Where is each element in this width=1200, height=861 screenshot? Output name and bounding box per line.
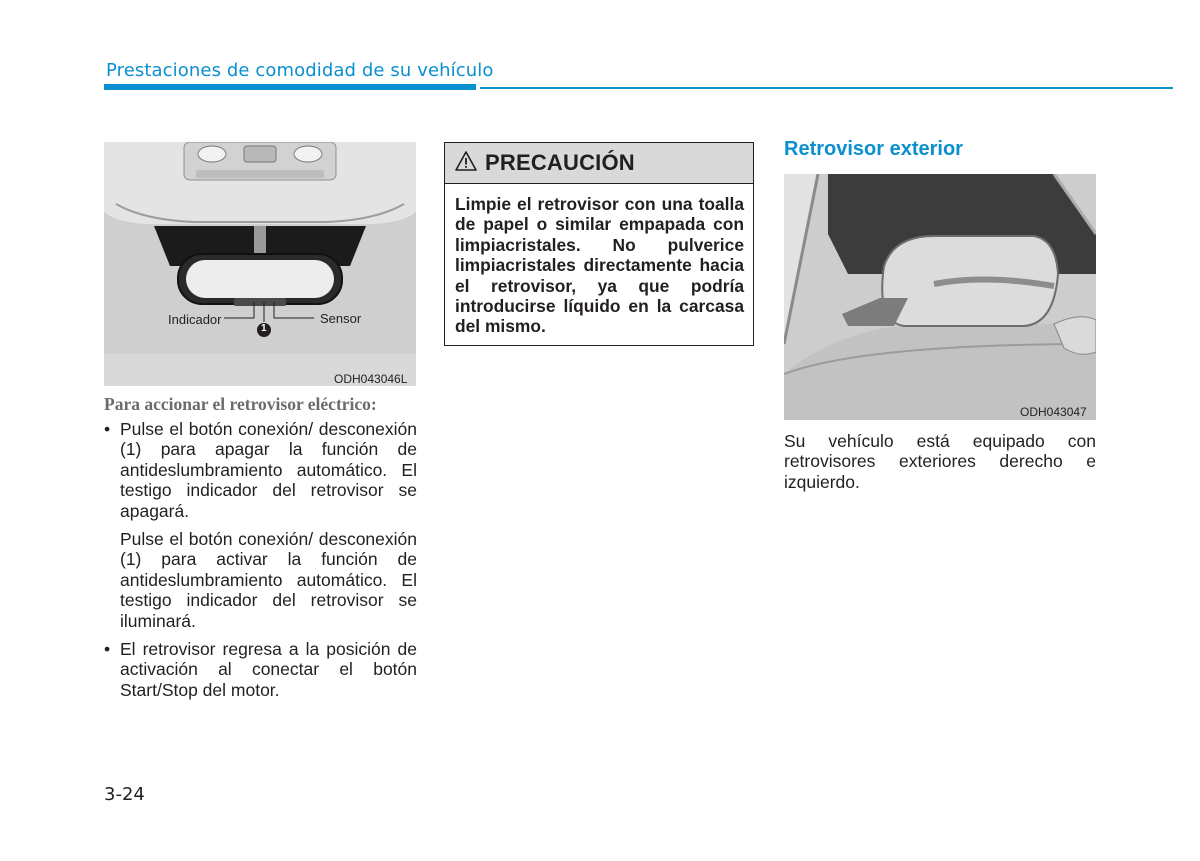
figure-interior-mirror (104, 142, 416, 386)
figure-code: ODH043046L (334, 372, 408, 386)
list-item (104, 639, 417, 700)
figure-exterior-mirror (784, 174, 1096, 420)
paragraph: El retrovisor regresa a la posición de activación al conectar el botón Start/Stop del motor. (120, 639, 417, 700)
bullet-list (104, 419, 417, 700)
exterior-mirror-description: Su vehículo está equipado con retrovisores exteriores derecho e izquierdo. (784, 431, 1096, 492)
indicator-label: Indicador (168, 312, 222, 327)
bullet-marker: • (104, 419, 111, 439)
caution-text: Limpie el retrovisor con una toalla de papel o similar empapada con limpiacristales. No pulverice limpiacristales directamente hacia el retrovisor, ya que podría introducirse líquido en la carcasa del mismo. (455, 194, 744, 337)
exterior-mirror-illustration (784, 174, 1096, 420)
page-number: 3-24 (104, 784, 145, 805)
paragraph: Pulse el botón conexión/ desconexión (1) para apagar la función de antideslumbramiento automático. El testigo indicador del retrovisor se apagará. (120, 419, 417, 521)
list-item (104, 419, 417, 631)
exterior-mirror-heading: Retrovisor exterior (784, 138, 963, 160)
caution-box (444, 142, 754, 346)
header-rule-thin (480, 87, 1173, 89)
figure-code: ODH043047 (1020, 405, 1087, 419)
operation-instructions (104, 394, 417, 708)
callout-number: 1 (261, 323, 267, 334)
interior-mirror-illustration (104, 142, 416, 386)
bullet-marker: • (104, 639, 111, 660)
caution-title: PRECAUCIÓN (485, 150, 635, 175)
operation-subheading: Para accionar el retrovisor eléctrico: (104, 394, 377, 414)
section-header-title: Prestaciones de comodidad de su vehículo (106, 60, 494, 81)
caution-header (445, 143, 753, 184)
warning-triangle-icon (455, 151, 477, 176)
sensor-label: Sensor (320, 311, 362, 326)
header-rule-thick (104, 84, 476, 90)
paragraph: Pulse el botón conexión/ desconexión (1) para activar la función de antideslumbramiento automático. El testigo indicador del retrovisor se iluminará. (120, 529, 417, 631)
